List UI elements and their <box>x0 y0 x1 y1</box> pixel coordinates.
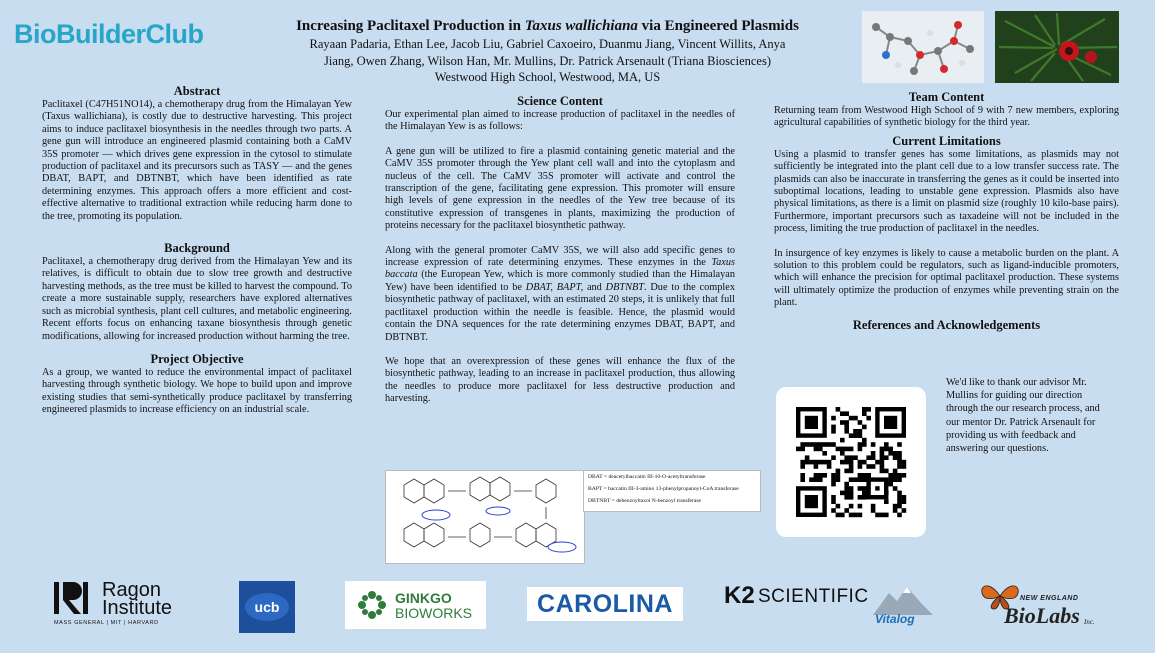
poster-title <box>250 16 845 36</box>
enzyme-definitions <box>583 470 761 512</box>
objective-text: As a group, we wanted to reduce the environmental impact of paclitaxel harvesting through synthetic biology. We hope to build upon and improve existing studies that semi-synthetically produce paclitaxel by transferring engineered plasmids to increase efficiency on an industrial scale. <box>42 366 352 416</box>
ucb-word: ucb <box>245 593 289 621</box>
new-england-biolabs-logo <box>980 581 1105 633</box>
science-paragraph-2: A gene gun will be utilized to fire a plasmid containing genetic material and the CaMV 35S promoter through the Yew plant cell wall and into the cytoplasm and nucleus of the cell. The CaMV 35S promoter will activate and control the transcription of the gene, facilitating gene expression. This promoter will ensure high levels of gene expression in the needles of the Yew tree because of its constitutive expression of transgenes in plants, maximizing the production of proteins necessary for the paclitaxel biosynthetic pathway. <box>385 145 735 232</box>
science-p3-genes: DBAT, BAPT, <box>525 281 584 293</box>
affiliation: Westwood High School, Westwood, MA, US <box>434 70 661 84</box>
background-text: Paclitaxel, a chemotherapy drug derived from the Himalayan Yew and its relatives, is difficult to obtain due to slow tree growth and destructive harvesting methods, as the tree must be killed to harvest the compound. To create a more sustainable supply, researchers have explored alternatives such as microbial synthesis, plant cell cultures, and metabolic engineering. Recent efforts focus on enhancing taxane biosynthesis through genetic modifications, allowing for increased production without harming the tree. <box>42 256 352 342</box>
ginkgo-bioworks-logo <box>345 581 486 629</box>
science-paragraph-3 <box>385 245 735 344</box>
ragon-subtitle: MASS GENERAL | MIT | HARVARD <box>54 620 159 626</box>
carolina-logo: CAROLINA <box>527 587 683 621</box>
ragon-word: Ragon <box>102 579 161 601</box>
science-p3-b: (the European Yew, which is more commonly studied than the Himalayan Yew) have been identified to be <box>385 269 735 293</box>
biolabs-inc: Inc. <box>1084 618 1095 626</box>
ucb-logo <box>239 581 295 633</box>
enzyme-bapt: BAPT = baccatin III-3-amino 13-phenylpropanoyl-CoA transferase <box>588 486 739 492</box>
paclitaxel-molecule-image <box>862 11 984 83</box>
science-paragraph-4: We hope that an overexpression of these genes will enhance the flux of the biosynthetic pathway, leading to an increase in paclitaxel production, thus allowing the needles to produce more paclitaxel for less destructive production and harvesting. <box>385 355 735 405</box>
qr-code[interactable] <box>776 387 926 537</box>
limitations-paragraph-1: Using a plasmid to transfer genes has some limitations, as plasmids may not sufficiently be integrated into the plant cell due to a low transfer success rate. The plasmids can also be inaccurate in transferring the genes as it could be inserted into suboptimal locations, leading to unstable gene expression. Plasmids also have physical limitations, as there is a limit on plasmid size (roughly 10 kilo-base pairs). Furthermore, important precursors such as taxadeine will not be included in the process, limiting the true production of paclitaxel in the needles. <box>774 148 1119 235</box>
enzyme-dbtnbt: DBTNBT = debenzoyltaxol N-benzoyl transferase <box>588 498 702 504</box>
acknowledgements-text: We'd like to thank our advisor Mr. Mullins for guiding our direction through the our research process, and our mentor Dr. Patrick Arsenault for providing us with feedback and answering our questions. <box>946 377 1100 455</box>
yew-tree-photo <box>995 11 1119 83</box>
science-p3-species: Taxus baccata <box>385 257 735 281</box>
references-title: References and Acknowledgements <box>852 317 1041 332</box>
right-column <box>774 90 1119 333</box>
scientific-word: SCIENTIFIC <box>758 586 869 607</box>
science-p3-a: Along with the general promoter CaMV 35S, we will also add specific genes to increase expression of rate determining enzymes. These enzymes in the <box>385 244 735 269</box>
abstract-text: Paclitaxel (C47H51NO14), a chemotherapy drug from the Himalayan Yew (Taxus wallichiana), is costly due to destructive harvesting. This project aims to induce paclitaxel biosynthesis in the needles through two parts. A gene gun will introduce an engineered plasmid containing both a CaMV 35S promoter — which drives gene expression in the cytosol to stimulate production of paclitaxel and its precursors such as TASY — and the genes DBAT, BAPT, and DBTNBT, which have been identified as rate determining enzymes. This approach offers a more efficient and cost-effective alternative to traditional extraction while reducing harm done to the tree, promoting its population. <box>42 99 352 222</box>
ginkgo-word: GINKGO <box>395 590 452 606</box>
limitations-text <box>774 149 1119 310</box>
title-species: Taxus wallichiana <box>524 18 638 34</box>
k2-scientific-logo <box>724 583 874 629</box>
biolabs-word: BioLabs <box>1004 603 1080 628</box>
vitalog-word: Vitalog <box>875 612 915 626</box>
science-p3-and: and <box>583 281 606 293</box>
team-text: Returning team from Westwood High School of 9 with 7 new members, exploring agricultural capabilities of synthetic biology for the third year. <box>774 105 1119 129</box>
title-suffix: via Engineered Plasmids <box>637 18 799 34</box>
institute-word: Institute <box>102 597 173 619</box>
limitations-title: Current Limitations <box>892 133 1001 148</box>
science-title: Science Content <box>517 94 603 108</box>
enzyme-dbat: DBAT = deacetylbaccatin III-10-O-acetyltransferase <box>588 474 706 480</box>
limitations-paragraph-2: In insurgence of key enzymes is likely to cause a metabolic burden on the plant. A solution to this problem could be regulators, such as ligand-inducible promoters, which will enhance the precision for optimal paclitaxel production. These systems will ultimately optimize the production of enzymes while preventing strain on the plant. <box>774 247 1119 309</box>
bioworks-word: BIOWORKS <box>395 605 473 621</box>
authors-line-1: Rayaan Padaria, Ethan Lee, Jacob Liu, Gabriel Caxoeiro, Duanmu Jiang, Vincent Willits, Anya <box>309 37 786 51</box>
authors-line-2: Jiang, Owen Zhang, Wilson Han, Mr. Mullins, Dr. Patrick Arsenault (Triana Biosciences) <box>323 53 771 68</box>
ragon-institute-logo <box>54 580 194 630</box>
science-p3-gene3: DBTNBT <box>605 281 644 293</box>
team-title: Team Content <box>908 90 985 104</box>
left-column <box>42 84 352 417</box>
abstract-title: Abstract <box>173 84 221 98</box>
background-title: Background <box>164 241 230 256</box>
vitalog-logo <box>873 585 933 629</box>
science-p3-c: . Due to the complex biosynthetic pathway of paclitaxel, with an estimated 20 steps, it is unlikely that full pactlitaxel production within the needle is feasible. Hence, the plasmid would contain the DNA sequences for the rate determining enzymes DBAT, BAPT, and DBTNBT. <box>385 281 735 343</box>
title-prefix: Increasing Paclitaxel Production in <box>296 18 525 34</box>
middle-column <box>385 94 735 406</box>
science-text <box>385 109 735 406</box>
poster-header <box>250 16 845 86</box>
biosynthetic-pathway-diagram <box>385 470 585 564</box>
new-england-word: NEW ENGLAND <box>1020 595 1079 602</box>
brand-name: BioBuilderClub <box>14 19 204 49</box>
science-paragraph-1: Our experimental plan aimed to increase production of paclitaxel in the needles of the Himalayan Yew is as follows: <box>385 109 735 133</box>
biobuilder-logo <box>14 14 234 54</box>
objective-title: Project Objective <box>150 351 244 366</box>
k2-mark: K2 <box>724 582 755 609</box>
